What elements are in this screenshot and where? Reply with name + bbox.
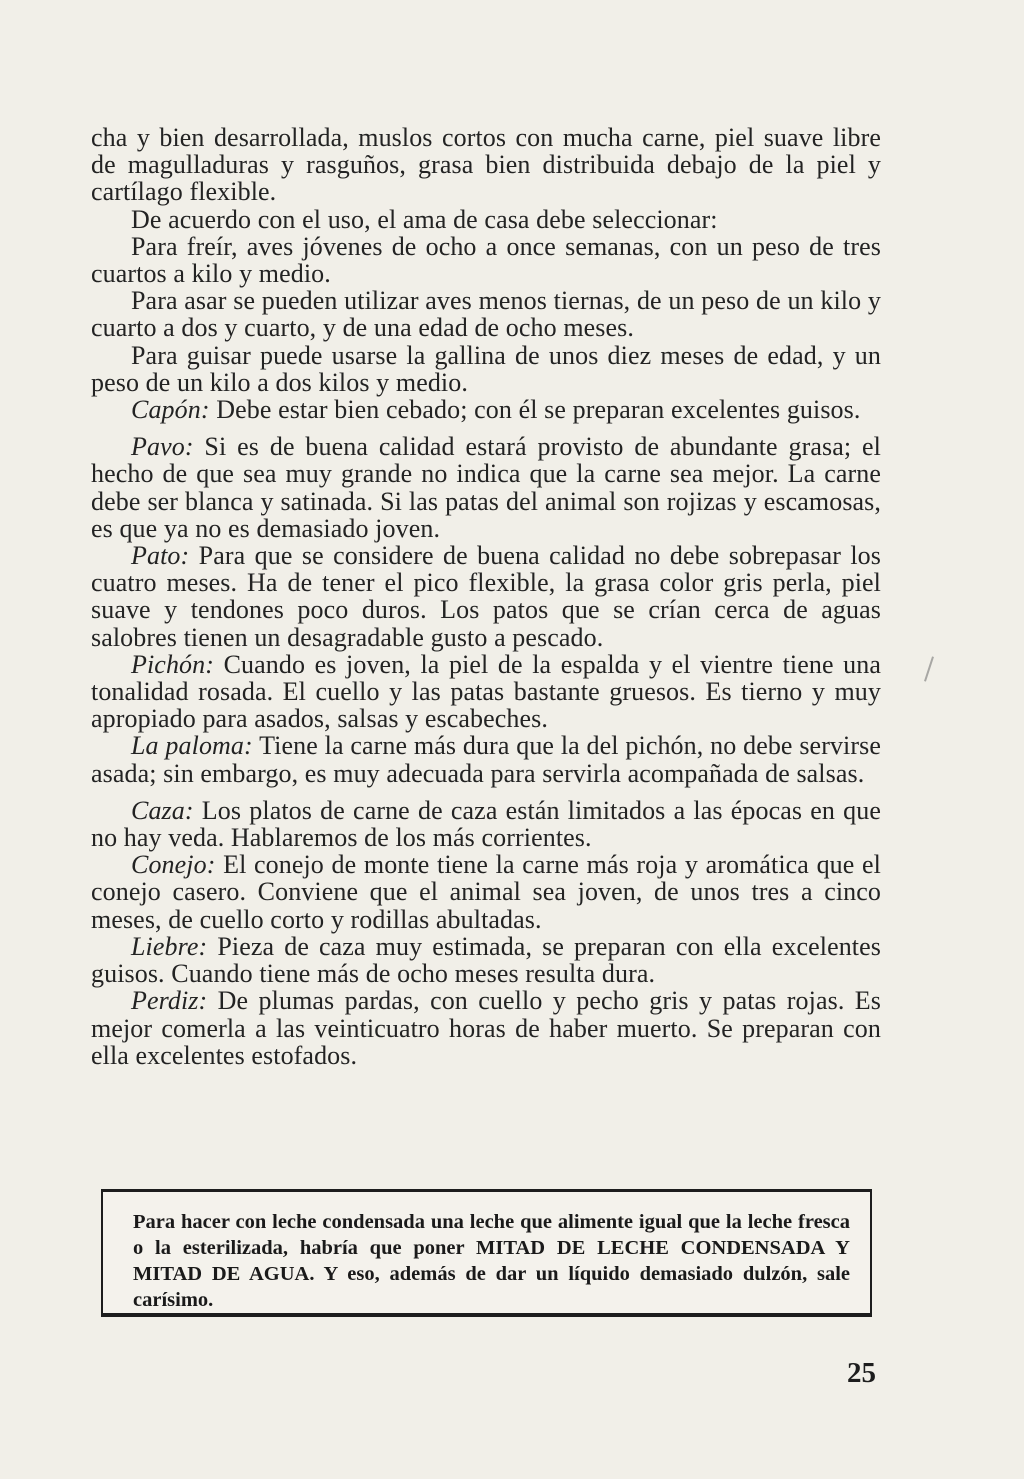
term-pichon: Pichón: xyxy=(131,649,215,679)
paragraph-selection-intro: De acuerdo con el uso, el ama de casa debe seleccionar: xyxy=(131,204,718,234)
entry-perdiz xyxy=(91,987,881,1069)
paragraph-para-asar: Para asar se pueden utilizar aves menos tiernas, de un peso de un kilo y cuarto a dos y cuarto, y de una edad de ocho meses. xyxy=(91,286,881,343)
entry-conejo xyxy=(91,851,881,933)
paragraph-continuation: cha y bien desarrollada, muslos cortos con mucha carne, piel suave libre de magulladuras y rasguños, grasa bien distribuida debajo de la piel y cartílago flexible. xyxy=(91,123,881,207)
entry-caza xyxy=(91,797,881,851)
text-pichon: Cuando es joven, la piel de la espalda y el vientre tiene una tonalidad rosada. El cuello y las patas bastante gruesos. Es tierno y muy apropiado para asados, salsas y escabeches. xyxy=(91,649,881,734)
term-perdiz: Perdiz: xyxy=(131,986,208,1016)
text-liebre: Pieza de caza muy estimada, se preparan con ella excelentes guisos. Cuando tiene más de ocho meses resulta dura. xyxy=(91,931,881,989)
term-pato: Pato: xyxy=(131,541,190,571)
term-pavo: Pavo: xyxy=(131,432,194,462)
entry-capon xyxy=(91,396,881,423)
paragraph-para-guisar: Para guisar puede usarse la gallina de unos diez meses de edad, y un peso de un kilo a dos kilos y medio. xyxy=(91,340,881,397)
text-conejo: El conejo de monte tiene la carne más roja y aromática que el conejo casero. Conviene que el animal sea joven, de unos tres a cinco meses, de cuello corto y rodillas abultadas. xyxy=(91,850,881,934)
text-pavo: Si es de buena calidad estará provisto de abundante grasa; el hecho de que sea muy grande no indica que la carne sea mejor. La carne debe ser blanca y satinada. Si las patas del animal son rojizas y escamosas, es que ya no es demasiado joven. xyxy=(91,432,881,543)
term-paloma: La paloma: xyxy=(131,731,253,761)
term-capon: Capón: xyxy=(131,395,210,425)
text-perdiz: De plumas pardas, con cuello y pecho gris y patas rojas. Es mejor comerla a las veinticuatro horas de haber muerto. Se preparan con ella excelentes estofados. xyxy=(91,986,881,1070)
entry-pichon xyxy=(91,651,881,733)
term-liebre: Liebre: xyxy=(131,931,208,961)
term-conejo: Conejo: xyxy=(131,850,216,880)
margin-mark xyxy=(924,656,934,681)
entry-pato xyxy=(91,542,881,651)
notice-box xyxy=(101,1189,872,1317)
text-pato: Para que se considere de buena calidad no debe sobrepasar los cuatro meses. Ha de tener el pico flexible, la grasa color gris perla, piel suave y tendones poco duros. Los patos que se crían cerca de aguas salobres tienen un desagradable gusto a pescado. xyxy=(91,541,881,652)
text-caza: Los platos de carne de caza están limitados a las épocas en que no hay veda. Hablaremos de los más corrientes. xyxy=(91,795,881,853)
entry-paloma xyxy=(91,732,881,786)
term-caza: Caza: xyxy=(131,795,194,825)
text-paloma: Tiene la carne más dura que la del pichón, no debe servirse asada; sin embargo, es muy adecuada para servirla acompañada de salsas. xyxy=(91,731,881,788)
page-number: 25 xyxy=(847,1357,876,1389)
paragraph-para-freir: Para freír, aves jóvenes de ocho a once semanas, con un peso de tres cuartos a kilo y medio. xyxy=(91,231,881,289)
entry-pavo xyxy=(91,433,881,542)
entry-liebre xyxy=(91,933,881,987)
body-text xyxy=(91,124,881,1069)
notice-text: Para hacer con leche condensada una leche que alimente igual que la leche fresca o la esterilizada, habría que poner MITAD DE LECHE CONDENSADA Y MITAD DE AGUA. Y eso, además de dar un líquido demasiado dulzón, sale carísimo. xyxy=(133,1211,850,1311)
text-capon: Debe estar bien cebado; con él se preparan excelentes guisos. xyxy=(209,395,861,425)
